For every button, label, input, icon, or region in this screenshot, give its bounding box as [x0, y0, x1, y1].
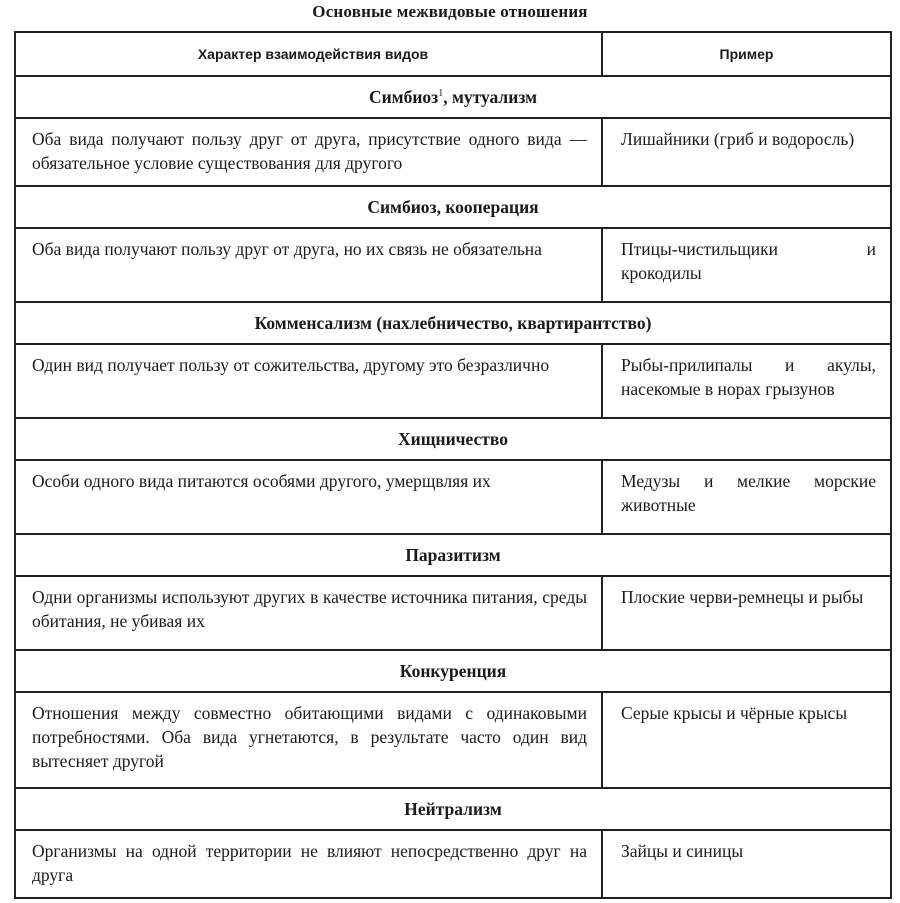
section-title-text-rest: , мутуализм: [443, 86, 538, 107]
table-row: [15, 460, 891, 534]
example-cell: Серые крысы и чёрные крысы: [602, 692, 891, 788]
example-cell: Рыбы-прилипалы и акулы, насекомые в норах грызунов: [602, 344, 891, 418]
section-title-parasitism: Паразитизм: [15, 534, 891, 576]
section-title-commensalism: Комменсализм (нахлебничество, квартирантство): [15, 302, 891, 344]
table-row: [15, 576, 891, 650]
section-row: [15, 788, 891, 830]
description-cell: Одни организмы используют других в качестве источника питания, среды обитания, не убивая их: [15, 576, 602, 650]
description-cell: Один вид получает пользу от сожительства, другому это безразлично: [15, 344, 602, 418]
description-cell: Особи одного вида питаются особями другого, умерщвляя их: [15, 460, 602, 534]
section-title-neutralism: Нейтрализм: [15, 788, 891, 830]
section-title-cooperation: Симбиоз, кооперация: [15, 186, 891, 228]
example-cell: Лишайники (гриб и водоросль): [602, 118, 891, 186]
footnote-marker: 1: [438, 87, 444, 99]
table-header-row: [15, 32, 891, 76]
description-cell: Оба вида получают пользу друг от друга, присутствие одного вида — обязательное условие существования для другого: [15, 118, 602, 186]
relations-table: [14, 31, 892, 899]
section-row: [15, 186, 891, 228]
page-title: Основные межвидовые отношения: [312, 2, 588, 21]
description-cell: Оба вида получают пользу друг от друга, но их связь не обязательна: [15, 228, 602, 302]
section-row: [15, 76, 891, 118]
table-row: [15, 228, 891, 302]
section-title-predation: Хищничество: [15, 418, 891, 460]
example-cell: Плоские черви-ремнецы и рыбы: [602, 576, 891, 650]
example-cell: Птицы-чистильщики и крокодилы: [602, 228, 891, 302]
description-cell: Отношения между совместно обитающими видами с одинаковыми потребностями. Оба вида угнетаются, в результате часто один вид вытесняет другой: [15, 692, 602, 788]
table-row: [15, 830, 891, 898]
column-header-example: Пример: [602, 32, 891, 76]
section-title-text: Симбиоз: [368, 86, 439, 107]
section-row: [15, 650, 891, 692]
section-row: [15, 418, 891, 460]
example-cell: Медузы и мелкие морские животные: [602, 460, 891, 534]
section-row: [15, 534, 891, 576]
column-header-interaction: Характер взаимодействия видов: [15, 32, 602, 76]
section-row: [15, 302, 891, 344]
table-row: [15, 344, 891, 418]
table-row: [15, 692, 891, 788]
example-cell: Зайцы и синицы: [602, 830, 891, 898]
description-cell: Организмы на одной территории не влияют непосредственно друг на друга: [15, 830, 602, 898]
section-title-mutualism: [15, 76, 891, 118]
section-title-competition: Конкуренция: [15, 650, 891, 692]
table-row: [15, 118, 891, 186]
